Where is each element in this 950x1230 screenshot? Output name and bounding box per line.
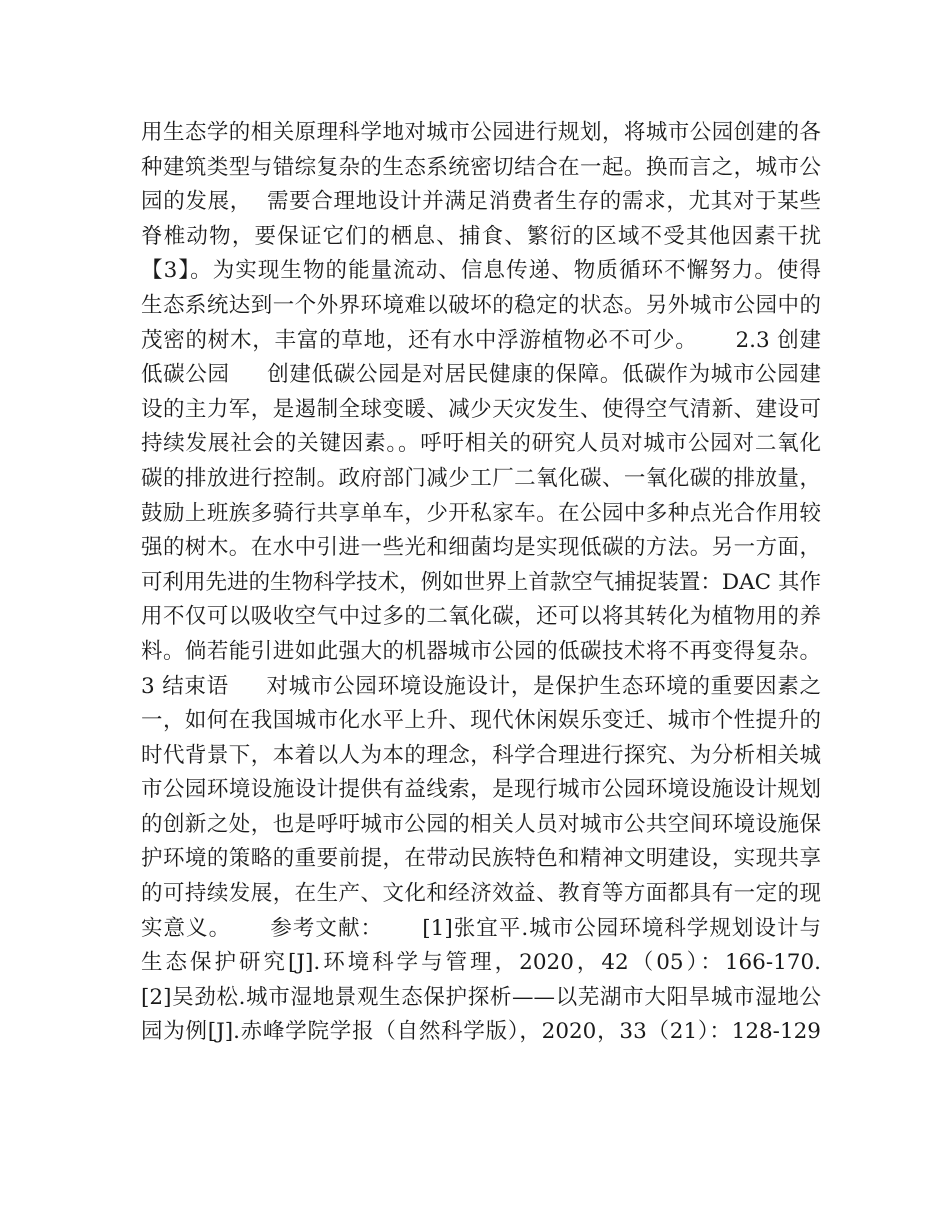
text-line: 用不仅可以吸收空气中过多的二氧化碳，还可以将其转化为植物用的养 — [141, 604, 821, 630]
text-line: 生态系统达到一个外界环境难以破坏的稳定的状态。另外城市公园中的 — [141, 292, 821, 318]
text-line: 【3】。为实现生物的能量流动、信息传递、物质循环不懈努力。使得 — [141, 258, 821, 284]
text-line: 用生态学的相关原理科学地对城市公园进行规划，将城市公园创建的各 — [141, 120, 821, 145]
text-line: 料。倘若能引进如此强大的机器城市公园的低碳技术将不再变得复杂。 — [141, 638, 821, 664]
body-text — [141, 116, 821, 1050]
text-line: 设的主力军，是遏制全球变暖、减少天灾发生、使得空气清新、建设可 — [141, 396, 821, 422]
text-line: 鼓励上班族多骑行共享单车，少开私家车。在公园中多种点光合作用较 — [141, 500, 821, 526]
text-line: 市公园环境设施设计提供有益线索，是现行城市公园环境设施设计规划 — [141, 777, 821, 803]
text-line: 时代背景下，本着以人为本的理念，科学合理进行探究、为分析相关城 — [141, 742, 821, 768]
text-line: 持续发展社会的关键因素。。呼吁相关的研究人员对城市公园对二氧化 — [141, 431, 821, 457]
text-line: 低碳公园 创建低碳公园是对居民健康的保障。低碳作为城市公园建 — [141, 362, 821, 388]
text-line: [2]吴劲松.城市湿地景观生态保护探析——以芜湖市大阳旱城市湿地公 — [141, 984, 821, 1010]
text-line: 强的树木。在水中引进一些光和细菌均是实现低碳的方法。另一方面， — [141, 535, 821, 561]
text-line: 脊椎动物，要保证它们的栖息、捕食、繁衍的区域不受其他因素干扰 — [141, 223, 821, 249]
text-line: 3 结束语 对城市公园环境设施设计，是保护生态环境的重要因素之 — [141, 673, 821, 699]
text-line: 园的发展， 需要合理地设计并满足消费者生存的需求，尤其对于某些 — [141, 189, 821, 215]
text-line: 茂密的树木，丰富的草地，还有水中浮游植物必不可少。 2.3 创建 — [141, 327, 821, 353]
text-line: 的创新之处，也是呼吁城市公园的相关人员对城市公共空间环境设施保 — [141, 811, 821, 837]
text-line: 实意义。 参考文献： [1]张宜平.城市公园环境科学规划设计与 — [141, 915, 821, 941]
text-line: 种建筑类型与错综复杂的生态系统密切结合在一起。换而言之，城市公 — [141, 154, 821, 180]
text-line: 一，如何在我国城市化水平上升、现代休闲娱乐变迁、城市个性提升的 — [141, 708, 821, 734]
text-line: 碳的排放进行控制。政府部门减少工厂二氧化碳、一氧化碳的排放量， — [141, 465, 821, 491]
text-line: 园为例[J].赤峰学院学报（自然科学版），2020，33（21）：128-129 — [141, 1019, 821, 1045]
text-line: 生态保护研究[J].环境科学与管理，2020，42（05）：166-170. — [141, 950, 821, 976]
text-line: 的可持续发展，在生产、文化和经济效益、教育等方面都具有一定的现 — [141, 881, 821, 907]
text-line: 可利用先进的生物科学技术，例如世界上首款空气捕捉装置：DAC 其作 — [141, 569, 821, 595]
text-line: 护环境的策略的重要前提，在带动民族特色和精神文明建设，实现共享 — [141, 846, 821, 872]
